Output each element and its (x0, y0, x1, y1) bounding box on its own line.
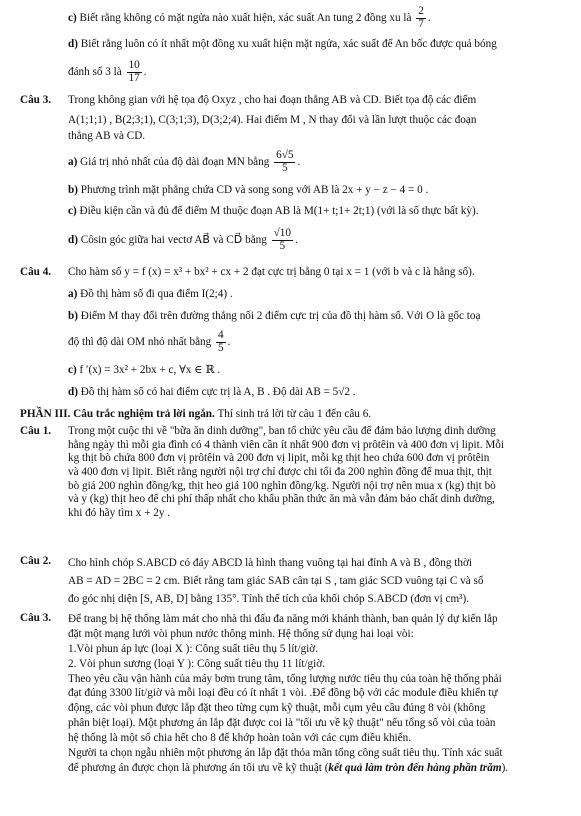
p2-paragraph: Cho hình chóp S.ABCD có đáy ABCD là hình thang vuông tại hai đỉnh A và B , đồng thời AB = AD = 2BC = 2 cm. Biết rằng tam giác SAB cân tại S , tam giác SCD vuông tại C và số đo góc nhị diện [S, AB, D] bằng 135°. Tính thể tích của khối chóp S.ABCD (đơn vị cm³). (68, 557, 484, 605)
q3-item-a: a) Giá trị nhỏ nhất của độ dài đoạn MN bằng $\frac{6√5}{5}$ . (68, 149, 301, 174)
q3-line3: thẳng AB và CD. (68, 130, 146, 142)
fraction: $\frac{10}{17}$ (128, 59, 140, 84)
question-label: Câu 1. (20, 425, 52, 437)
q3-item-c: c) Điều kiện cần và đủ để điểm M thuộc đoạn AB là M(1+ t;1+ 2t;1) (với là số thực bất kỳ). (68, 205, 479, 217)
fraction: $\frac{6√5}{5}$ (276, 149, 294, 174)
q4-item-c: c) f ′(x) = 3x² + 2bx + c, ∀x ∈ ℝ . (68, 364, 221, 376)
item-text: Biết rằng không có mặt ngửa nào xuất hiện, xác suất An tung 2 đồng xu là (79, 11, 412, 24)
fraction: $\frac{4}{5}$ (218, 329, 224, 354)
item-d-top-line2: đánh số 3 là $\frac{10}{17}$ . (68, 59, 147, 84)
item-prefix: c) (68, 11, 77, 24)
q4-line1: Cho hàm số y = f (x) = x³ + bx² + cx + 2 đạt cực trị bằng 0 tại x = 1 (với b và c là hằng số). (68, 266, 475, 278)
q4-item-b: b) Điểm M thay đổi trên đường thẳng nối 2 điểm cực trị của đồ thị hàm số. Với O là gốc toạ (68, 310, 481, 322)
question-label: Câu 3. (20, 94, 52, 106)
p3-paragraph: Để trang bị hệ thống làm mát cho nhà thi đấu đa năng mới khánh thành, ban quản lý dự kiến lắp đặt một mạng lưới vòi phun nước thông minh. Hệ thống sử dụng hai loại vòi: 1.Vòi phun áp lực (loại X ): Công suất tiêu thụ 5 lít/giờ. 2. Vòi phun sương (loại Y ): Công suất tiêu thụ 11 lít/giờ. Theo yêu cầu vận hành của máy bơm trung tâm, tổng lượng nước tiêu thụ của toàn hệ thống phải đạt đúng 3300 lít/giờ và mỗi loại đều có ít nhất 1 vòi. .Để đồng bộ với các module điều khiển tự động, các vòi phun được lắp đặt theo từng cụm kỹ thuật, mỗi cụm yêu cầu đúng 8 vòi (không phân biệt loại). Một phương án lắp đặt được coi là "tối ưu về kỹ thuật" nếu tổng số vòi của toàn hệ thống là một số chia hết cho 8 để khớp hoàn toàn với các cụm điều khiển. Người ta chọn ngẫu nhiên một phương án lắp đặt thỏa mãn tổng công suất tiêu thụ. Tính xác suất để phương án được chọn là phương án tối ưu về kỹ thuật (kết quả làm tròn đến hàng phần trăm). (68, 612, 566, 776)
q3-line1: Trong không gian với hệ tọa độ Oxyz , cho hai đoạn thẳng AB và CD. Biết tọa độ các điểm (68, 94, 477, 106)
q3-item-d: d) Côsin góc giữa hai vectơ AB⃗ và CD⃗ bằng $\frac{√10}{5}$ . (68, 227, 298, 252)
item-c-top: c) Biết rằng không có mặt ngửa nào xuất hiện, xác suất An tung 2 đồng xu là $\frac{2}{7}$ . (68, 5, 431, 30)
q3-item-b: b) Phương trình mặt phẳng chứa CD và song song với AB là 2x + y − z − 4 = 0 . (68, 184, 429, 196)
question-label: Câu 4. (20, 266, 52, 278)
p1-paragraph: Trong một cuộc thi về "bữa ăn dinh dưỡng", ban tổ chức yêu cầu để đảm bảo lượng dinh dưỡng hằng ngày thì mỗi gia đình có 4 thành viên cần ít nhất 900 đơn vị prôtêin và 400 đơn vị lipit. Mỗi kg thịt bò chứa 800 đơn vị prôtêin và 200 đơn vị lipit, mỗi kg thịt heo chứa 600 đơn vị prôtêin và 400 đơn vị lipit. Biết rằng người nội trợ chỉ được chi tối đa 200 nghìn đồng để mua thịt, thịt bò giá 200 nghìn đồng/kg, thịt heo giá 100 nghìn đồng/kg. Người nội trợ nên mua x (kg) thịt bò và y (kg) thịt heo để chi phí thấp nhất cho khẩu phần thức ăn mà vẫn đảm bảo chất dinh dưỡng, khi đó hãy tìm x + 2y . (68, 425, 504, 519)
p3-last-line: để phương án được chọn là phương án tối ưu về kỹ thuật (kết quả làm tròn đến hàng phần trăm). (68, 761, 509, 774)
q3-line2: A(1;1;1) , B(2;3;1), C(3;1;3), D(3;2;4). Hai điểm M , N thay đổi và lần lượt thuộc các đoạn (68, 114, 477, 126)
part-heading: PHẦN III. Câu trắc nghiệm trả lời ngắn. Thí sinh trả lời từ câu 1 đến câu 6. (20, 408, 372, 420)
fraction: $\frac{2}{7}$ (418, 5, 424, 30)
question-label: Câu 3. (20, 612, 52, 624)
item-text: Biết rằng luôn có ít nhất một đồng xu xuất hiện mặt ngửa, xác suất để An bốc được quả bóng (80, 38, 497, 50)
item-d-top (68, 38, 566, 52)
fraction: $\frac{√10}{5}$ (273, 227, 291, 252)
question-label: Câu 2. (20, 555, 52, 567)
item-prefix: d) (68, 38, 78, 50)
q4-item-a: a) Đồ thị hàm số đi qua điểm I(2;4) . (68, 288, 233, 300)
q4-item-d: d) Đồ thị hàm số có hai điểm cực trị là A, B . Độ dài AB = 5√2 . (68, 386, 356, 398)
q4-item-b-line2: độ thì độ dài OM nhỏ nhất bằng $\frac{4}{5}$ . (68, 329, 231, 354)
